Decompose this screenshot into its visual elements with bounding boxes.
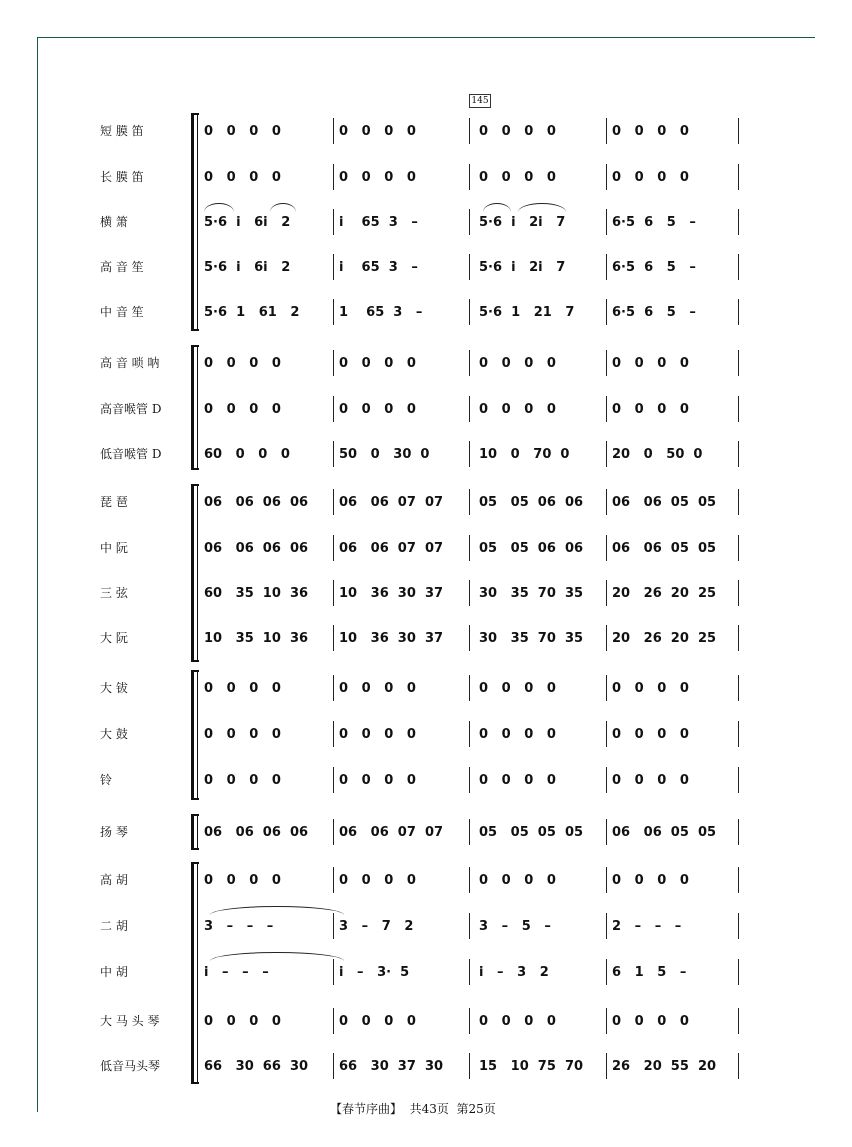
barline <box>606 1053 607 1079</box>
measure-notes: 10 36 30 37 <box>339 585 444 601</box>
measure-notes: 06 06 07 07 <box>339 494 444 510</box>
instrument-label: 琵 琶 <box>100 495 128 509</box>
barline <box>738 959 739 985</box>
barline <box>738 1008 739 1034</box>
barline <box>606 396 607 422</box>
staff-row <box>0 530 852 566</box>
staff-row <box>0 294 852 330</box>
instrument-label: 大 钹 <box>100 681 128 695</box>
measure-notes: 0 0 0 0 <box>339 680 416 696</box>
measure-notes: i – 3· 5 <box>339 964 410 980</box>
barline <box>333 721 334 747</box>
barline <box>333 625 334 651</box>
measure-notes: 3 – 5 – <box>479 918 551 934</box>
measure-notes: 0 0 0 0 <box>204 1013 281 1029</box>
barline <box>606 1008 607 1034</box>
barline <box>469 675 470 701</box>
barline <box>738 867 739 893</box>
measure-notes: 0 0 0 0 <box>612 872 689 888</box>
barline <box>469 489 470 515</box>
measure-notes: 60 0 0 0 <box>204 446 290 462</box>
barline <box>469 1053 470 1079</box>
barline <box>738 675 739 701</box>
measure-notes: i – 3 2 <box>479 964 549 980</box>
measure-notes: 5·6 i 6i 2 <box>204 259 291 275</box>
barline <box>738 441 739 467</box>
measure-notes: 5·6 i 2i 7 <box>479 259 566 275</box>
instrument-label: 三 弦 <box>100 586 128 600</box>
barline <box>606 580 607 606</box>
measure-notes: 0 0 0 0 <box>479 772 556 788</box>
instrument-label: 大 马 头 琴 <box>100 1014 160 1028</box>
barline <box>333 396 334 422</box>
measure-notes: 60 35 10 36 <box>204 585 309 601</box>
barline <box>738 396 739 422</box>
yangqin-bracket <box>191 814 194 850</box>
measure-notes: 06 06 05 05 <box>612 824 717 840</box>
barline <box>606 118 607 144</box>
staff-row <box>0 249 852 285</box>
instrument-label: 高音喉管 D <box>100 402 162 416</box>
measure-notes: 30 35 70 35 <box>479 630 584 646</box>
barline <box>606 299 607 325</box>
measure-notes: 0 0 0 0 <box>204 726 281 742</box>
barline <box>606 721 607 747</box>
staff-row <box>0 1003 852 1039</box>
measure-notes: 06 06 05 05 <box>612 540 717 556</box>
barline <box>333 1053 334 1079</box>
barline <box>333 1008 334 1034</box>
barline <box>469 959 470 985</box>
barline <box>333 535 334 561</box>
barline <box>738 1053 739 1079</box>
barline <box>738 625 739 651</box>
barline <box>738 299 739 325</box>
measure-notes: 6 1 5 – <box>612 964 687 980</box>
staff-row <box>0 484 852 520</box>
measure-notes: 66 30 66 30 <box>204 1058 309 1074</box>
barline <box>738 254 739 280</box>
measure-notes: 6·5 6 5 – <box>612 304 696 320</box>
barline <box>333 441 334 467</box>
measure-notes: 0 0 0 0 <box>339 401 416 417</box>
instrument-label: 大 鼓 <box>100 727 128 741</box>
barline <box>333 350 334 376</box>
barline <box>738 209 739 235</box>
barline <box>469 441 470 467</box>
instrument-label: 短 膜 笛 <box>100 124 144 138</box>
barline <box>606 489 607 515</box>
barline <box>738 164 739 190</box>
measure-notes: 0 0 0 0 <box>612 355 689 371</box>
instrument-label: 低音喉管 D <box>100 447 162 461</box>
measure-notes: 0 0 0 0 <box>339 726 416 742</box>
instrument-label: 高 胡 <box>100 873 128 887</box>
staff-row <box>0 113 852 149</box>
measure-notes: 0 0 0 0 <box>479 123 556 139</box>
woodwind-group-bracket-line <box>197 113 198 331</box>
barline <box>469 819 470 845</box>
measure-notes: 0 0 0 0 <box>612 1013 689 1029</box>
barline <box>333 867 334 893</box>
measure-notes: 0 0 0 0 <box>339 123 416 139</box>
barline <box>738 819 739 845</box>
barline <box>469 209 470 235</box>
measure-notes: 30 35 70 35 <box>479 585 584 601</box>
barline <box>469 535 470 561</box>
instrument-label: 扬 琴 <box>100 825 128 839</box>
measure-notes: 20 0 50 0 <box>612 446 703 462</box>
barline <box>469 913 470 939</box>
percussion-group-bracket <box>191 670 194 800</box>
measure-notes: 0 0 0 0 <box>204 169 281 185</box>
measure-notes: 0 0 0 0 <box>204 123 281 139</box>
measure-notes: 66 30 37 30 <box>339 1058 444 1074</box>
measure-notes: i 65 3 – <box>339 259 418 275</box>
staff-row <box>0 436 852 472</box>
barline <box>606 767 607 793</box>
percussion-group-bracket-line <box>197 670 198 800</box>
barline <box>333 675 334 701</box>
barline <box>333 164 334 190</box>
barline <box>738 118 739 144</box>
staff-row <box>0 159 852 195</box>
barline <box>469 396 470 422</box>
measure-notes: 0 0 0 0 <box>204 872 281 888</box>
instrument-label: 二 胡 <box>100 919 128 933</box>
barline <box>606 164 607 190</box>
barline <box>333 254 334 280</box>
barline <box>333 819 334 845</box>
plucked-group-bracket-line <box>197 484 198 662</box>
measure-notes: 06 06 06 06 <box>204 494 309 510</box>
barline <box>606 675 607 701</box>
measure-notes: 20 26 20 25 <box>612 585 717 601</box>
measure-notes: 3 – – – <box>204 918 274 934</box>
barline <box>333 118 334 144</box>
barline <box>333 489 334 515</box>
measure-notes: 0 0 0 0 <box>204 355 281 371</box>
measure-notes: 0 0 0 0 <box>479 169 556 185</box>
barline <box>606 350 607 376</box>
staff-row <box>0 345 852 381</box>
barline <box>606 254 607 280</box>
barline <box>469 118 470 144</box>
measure-notes: 26 20 55 20 <box>612 1058 717 1074</box>
measure-notes: 0 0 0 0 <box>339 169 416 185</box>
barline <box>333 913 334 939</box>
barline <box>606 959 607 985</box>
instrument-label: 横 箫 <box>100 215 128 229</box>
barline <box>606 535 607 561</box>
barline <box>469 1008 470 1034</box>
instrument-label: 大 阮 <box>100 631 128 645</box>
instrument-label: 铃 <box>100 773 113 787</box>
measure-notes: 3 – 7 2 <box>339 918 414 934</box>
measure-notes: 0 0 0 0 <box>339 1013 416 1029</box>
measure-notes: 06 06 07 07 <box>339 540 444 556</box>
barline <box>738 580 739 606</box>
barline <box>469 299 470 325</box>
yangqin-bracket-line <box>197 814 198 850</box>
measure-notes: 10 0 70 0 <box>479 446 570 462</box>
staff-row <box>0 762 852 798</box>
staff-row <box>0 954 852 990</box>
measure-notes: 0 0 0 0 <box>612 401 689 417</box>
staff-row <box>0 575 852 611</box>
measure-notes: 0 0 0 0 <box>204 680 281 696</box>
measure-notes: 10 35 10 36 <box>204 630 309 646</box>
barline <box>333 767 334 793</box>
barline <box>606 209 607 235</box>
measure-notes: 0 0 0 0 <box>479 680 556 696</box>
instrument-label: 长 膜 笛 <box>100 170 144 184</box>
barline <box>738 913 739 939</box>
measure-notes: i – – – <box>204 964 269 980</box>
measure-notes: 0 0 0 0 <box>339 872 416 888</box>
measure-notes: 2 – – – <box>612 918 682 934</box>
instrument-label: 中 音 笙 <box>100 305 144 319</box>
measure-notes: 05 05 06 06 <box>479 494 584 510</box>
page-footer: 【春节序曲】 共43页 第25页 <box>330 1102 496 1116</box>
measure-notes: 5·6 1 61 2 <box>204 304 300 320</box>
barline <box>333 580 334 606</box>
measure-notes: 15 10 75 70 <box>479 1058 584 1074</box>
barline <box>469 580 470 606</box>
measure-notes: 0 0 0 0 <box>612 726 689 742</box>
measure-notes: 50 0 30 0 <box>339 446 430 462</box>
barline <box>738 535 739 561</box>
staff-row <box>0 716 852 752</box>
barline <box>469 767 470 793</box>
measure-notes: 0 0 0 0 <box>339 772 416 788</box>
barline <box>738 721 739 747</box>
staff-row <box>0 1048 852 1084</box>
measure-notes: 06 06 06 06 <box>204 540 309 556</box>
barline <box>606 867 607 893</box>
measure-notes: i 65 3 – <box>339 214 418 230</box>
staff-row <box>0 620 852 656</box>
measure-notes: 05 05 06 06 <box>479 540 584 556</box>
page-frame-top-line <box>38 37 815 38</box>
measure-notes: 10 36 30 37 <box>339 630 444 646</box>
barline <box>469 164 470 190</box>
measure-notes: 6·5 6 5 – <box>612 259 696 275</box>
barline <box>333 959 334 985</box>
instrument-label: 高 音 唢 呐 <box>100 356 160 370</box>
barline <box>333 209 334 235</box>
measure-notes: 06 06 07 07 <box>339 824 444 840</box>
plucked-group-bracket <box>191 484 194 662</box>
woodwind-group-bracket <box>191 113 194 331</box>
barline <box>333 299 334 325</box>
measure-notes: 0 0 0 0 <box>339 355 416 371</box>
measure-notes: 1 65 3 – <box>339 304 423 320</box>
instrument-label: 中 阮 <box>100 541 128 555</box>
bowed-group-bracket-line <box>197 862 198 1084</box>
measure-notes: 0 0 0 0 <box>479 355 556 371</box>
measure-notes: 0 0 0 0 <box>612 680 689 696</box>
instrument-label: 低音马头琴 <box>100 1059 161 1073</box>
measure-notes: 06 06 05 05 <box>612 494 717 510</box>
staff-row <box>0 204 852 240</box>
barline <box>469 721 470 747</box>
barline <box>469 867 470 893</box>
measure-notes: 0 0 0 0 <box>612 772 689 788</box>
measure-notes: 0 0 0 0 <box>612 123 689 139</box>
barline <box>738 489 739 515</box>
measure-notes: 5·6 i 6i 2 <box>204 214 291 230</box>
measure-notes: 20 26 20 25 <box>612 630 717 646</box>
double-reed-group-bracket-line <box>197 345 198 470</box>
measure-notes: 05 05 05 05 <box>479 824 584 840</box>
measure-notes: 0 0 0 0 <box>204 401 281 417</box>
measure-notes: 5·6 1 21 7 <box>479 304 575 320</box>
measure-notes: 0 0 0 0 <box>479 401 556 417</box>
measure-notes: 0 0 0 0 <box>479 726 556 742</box>
barline <box>606 441 607 467</box>
barline <box>606 625 607 651</box>
instrument-label: 中 胡 <box>100 965 128 979</box>
barline <box>606 819 607 845</box>
measure-notes: 0 0 0 0 <box>204 772 281 788</box>
barline <box>469 254 470 280</box>
staff-row <box>0 862 852 898</box>
barline <box>469 350 470 376</box>
instrument-label: 高 音 笙 <box>100 260 144 274</box>
staff-row <box>0 814 852 850</box>
staff-row <box>0 391 852 427</box>
staff-row <box>0 670 852 706</box>
double-reed-group-bracket <box>191 345 194 470</box>
barline <box>738 350 739 376</box>
staff-row <box>0 908 852 944</box>
measure-notes: 6·5 6 5 – <box>612 214 696 230</box>
measure-number-box: 145 <box>469 94 491 108</box>
barline <box>738 767 739 793</box>
barline <box>469 625 470 651</box>
measure-notes: 0 0 0 0 <box>612 169 689 185</box>
measure-notes: 5·6 i 2i 7 <box>479 214 566 230</box>
bowed-group-bracket <box>191 862 194 1084</box>
measure-notes: 0 0 0 0 <box>479 872 556 888</box>
barline <box>606 913 607 939</box>
measure-notes: 06 06 06 06 <box>204 824 309 840</box>
measure-notes: 0 0 0 0 <box>479 1013 556 1029</box>
